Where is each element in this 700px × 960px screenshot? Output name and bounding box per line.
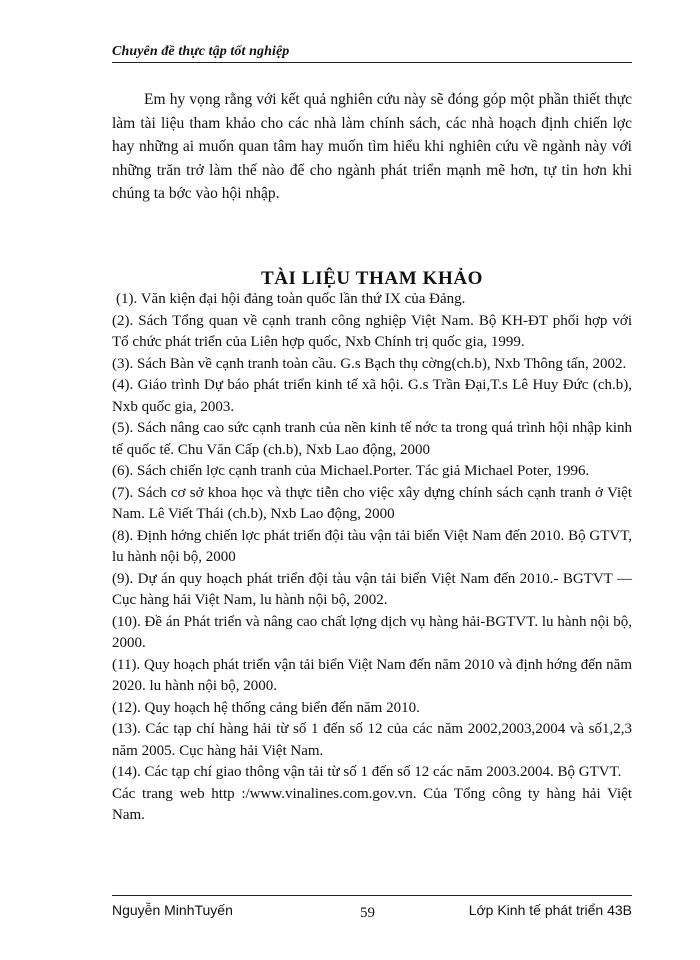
reference-item: (14). Các tạp chí giao thông vận tải từ số 1 đến số 12 các năm 2003.2004. Bộ GTVT. (112, 764, 622, 780)
page-footer (112, 895, 632, 926)
reference-item: (7). Sách cơ sở khoa học và thực tiễn cho việc xây dựng chính sách cạnh tranh ở Việt Nam. Lê Viết Thái (ch.b), Nxb Lao động, 2000 (112, 484, 632, 522)
reference-item-web: Các trang web http :/www.vinalines.com.gov.vn. Của Tổng công ty hàng hải Việt Nam. (112, 785, 632, 823)
reference-item: (2). Sách Tổng quan về cạnh tranh công nghiệp Việt Nam. Bộ KH-ĐT phối hợp với Tổ chức phát triển của Liên hợp quốc, Nxb Chính trị quốc gia, 1999. (112, 312, 632, 350)
reference-item: (11). Quy hoạch phát triển vận tải biển Việt Nam đến năm 2010 và định hớng đến năm 2020. lu hành nội bộ, 2000. (112, 656, 632, 694)
reference-item: (5). Sách nâng cao sức cạnh tranh của nền kinh tế nớc ta trong quá trình hội nhập kinh tế quốc tế. Chu Văn Cấp (ch.b), Nxb Lao động, 2000 (112, 420, 632, 458)
footer-class-name: Lớp Kinh tế phát triển 43B (468, 902, 632, 918)
reference-item: (8). Định hớng chiến lợc phát triển đội tàu vận tải biển Việt Nam đến 2010. Bộ GTVT, lu hành nội bộ, 2000 (112, 527, 632, 565)
reference-item: (9). Dự án quy hoạch phát triển đội tàu vận tải biển Việt Nam đến 2010.- BGTVT —Cục hàng hải Việt Nam, lu hành nội bộ, 2002. (112, 570, 632, 608)
reference-item: (4). Giáo trình Dự báo phát triển kinh tế xã hội. G.s Trần Đại,T.s Lê Huy Đức (ch.b), Nxb quốc gia, 2003. (112, 377, 632, 415)
reference-item: (13). Các tạp chí hàng hải từ số 1 đến số 12 của các năm 2002,2003,2004 và số1,2,3 năm 2005. Cục hàng hải Việt Nam. (112, 721, 632, 759)
reference-item: (10). Đề án Phát triển và nâng cao chất lợng dịch vụ hàng hải-BGTVT. lu hành nội bộ, 2000. (112, 613, 632, 651)
references-list (112, 289, 632, 827)
references-title: TÀI LIỆU THAM KHẢO (260, 268, 484, 289)
page-header (112, 40, 632, 63)
header-title: Chuyên đề thực tập tốt nghiệp (112, 44, 290, 59)
page-number: 59 (360, 905, 375, 921)
reference-item: (3). Sách Bàn về cạnh tranh toàn cầu. G.s Bạch thụ cờng(ch.b), Nxb Thông tấn, 2002. (112, 355, 627, 372)
reference-item: (12). Quy hoạch hệ thống cảng biển đến năm 2010. (112, 699, 420, 716)
reference-item: (6). Sách chiến lợc cạnh tranh của Michael.Porter. Tác giả Michael Poter, 1996. (112, 463, 590, 479)
footer-author: Nguyễn MinhTuyến (112, 902, 233, 918)
intro-paragraph: Em hy vọng rằng với kết quả nghiên cứu này sẽ đóng góp một phần thiết thực làm tài liệu tham khảo cho các nhà làm chính sách, các nhà hoạch định chiến lợc hay những ai muốn quan tâm hay muốn tìm hiểu khi nghiên cứu về ngành này với những trăn trở làm thế nào để cho ngành phát triển mạnh mẽ hơn, tự tin hơn khi chúng ta bớc vào hội nhập. (112, 91, 632, 202)
reference-item: (1). Văn kiện đại hội đảng toàn quốc lần thứ IX của Đảng. (116, 291, 466, 307)
